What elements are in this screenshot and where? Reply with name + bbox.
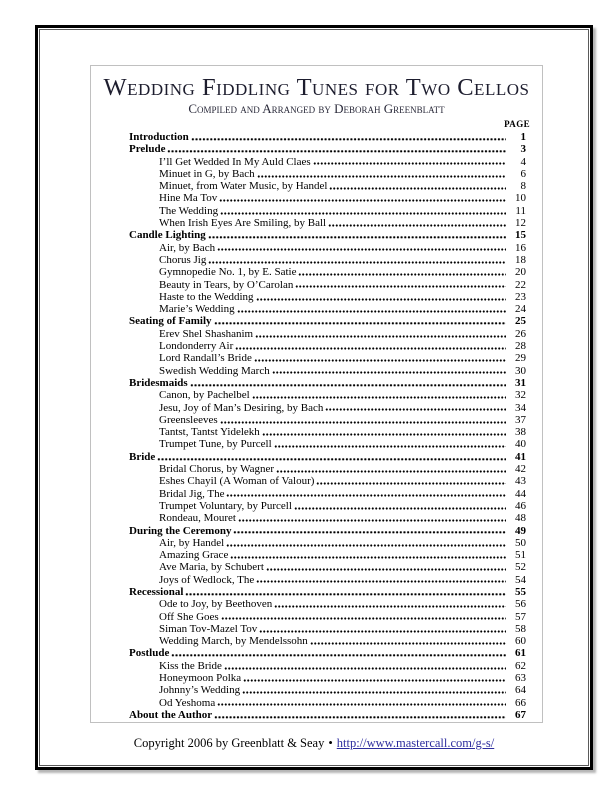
dot-leader: [256, 298, 506, 301]
toc-entry-page-number: 49: [515, 524, 526, 537]
toc-entry-page-number: 46: [515, 499, 526, 512]
toc-item-row: [129, 512, 526, 524]
toc-entry-page-number: 6: [520, 167, 526, 180]
toc-item-row: [129, 291, 526, 303]
footer: [35, 736, 593, 751]
dot-leader: [274, 605, 506, 608]
dot-leader: [310, 642, 506, 645]
toc-entry-label: Marie’s Wedding: [159, 303, 235, 316]
dot-leader: [238, 519, 506, 522]
toc-entry-label: Tantst, Tantst Yidelekh: [159, 426, 260, 439]
toc-entry-label: Kiss the Bride: [159, 659, 222, 672]
toc-entry-label: Jesu, Joy of Man’s Desiring, by Bach: [159, 401, 324, 414]
toc-entry-page-number: 28: [515, 340, 526, 353]
toc-entry-page-number: 44: [515, 487, 526, 500]
toc-entry-page-number: 42: [515, 463, 526, 476]
toc-entry-label: Candle Lighting: [129, 229, 206, 242]
toc-item-row: [129, 254, 526, 266]
toc-entry-label: Introduction: [129, 131, 189, 143]
dot-leader: [328, 224, 506, 227]
toc-item-row: [129, 414, 526, 426]
toc-entry-label: Ode to Joy, by Beethoven: [159, 598, 273, 611]
page-subtitle: Compiled and Arranged by Deborah Greenblatt: [188, 101, 445, 116]
website-link[interactable]: http://www.mastercall.com/g-s/: [336, 736, 495, 750]
toc-entry-page-number: 38: [515, 426, 526, 439]
dot-leader: [226, 494, 506, 497]
toc-entry-page-number: 25: [515, 315, 526, 328]
toc-entry-label: Off She Goes: [159, 610, 219, 623]
toc-entry-page-number: 56: [515, 598, 526, 611]
toc-entry-label: Chorus Jig: [159, 253, 207, 266]
toc-entry-label: Johnny’s Wedding: [159, 684, 241, 697]
toc-item-row: [129, 340, 526, 352]
toc-entry-label: Canon, by Pachelbel: [159, 389, 250, 402]
dot-leader: [243, 679, 506, 682]
toc-item-row: [129, 684, 526, 696]
toc-entry-page-number: 12: [515, 217, 526, 230]
toc-section-row: [129, 143, 526, 155]
toc-entry-label: Bride: [129, 450, 156, 463]
dot-leader: [190, 384, 506, 387]
dot-leader: [266, 568, 506, 571]
toc-entry-page-number: 8: [520, 180, 526, 193]
toc-section-row: [129, 315, 526, 327]
dot-leader: [191, 138, 506, 141]
toc-entry-page-number: 20: [515, 266, 526, 279]
toc-entry-page-number: 41: [515, 450, 526, 463]
toc-entry-label: Air, by Bach: [159, 241, 216, 254]
toc-section-row: [129, 451, 526, 463]
toc-entry-page-number: 54: [515, 573, 526, 586]
toc-entry-label: Postlude: [129, 647, 170, 660]
dot-leader: [167, 150, 506, 153]
toc-entry-label: Minuet in G, by Bach: [159, 167, 255, 180]
toc-entry-page-number: 51: [515, 549, 526, 562]
toc-item-row: [129, 279, 526, 291]
dot-leader: [254, 359, 506, 362]
toc-entry-page-number: 32: [515, 389, 526, 402]
toc-item-row: [129, 266, 526, 278]
toc-item-row: [129, 180, 526, 192]
toc-entry-page-number: 31: [515, 376, 526, 389]
dot-leader: [242, 691, 506, 694]
toc-item-row: [129, 549, 526, 561]
toc-item-row: [129, 635, 526, 647]
dot-leader: [217, 248, 506, 251]
toc-entry-page-number: 52: [515, 561, 526, 574]
toc-entry-label: Od Yeshoma: [159, 696, 216, 709]
toc-item-row: [129, 192, 526, 204]
toc-entry-label: Lord Randall’s Bride: [159, 352, 252, 365]
toc-entry-label: Erev Shel Shashanim: [159, 327, 254, 340]
toc-entry-label: The Wedding: [159, 204, 219, 217]
dot-leader: [235, 347, 506, 350]
toc-entry-page-number: 63: [515, 672, 526, 685]
toc-item-row: [129, 328, 526, 340]
toc-entry-label: When Irish Eyes Are Smiling, by Ball: [159, 217, 327, 230]
toc-item-row: [129, 426, 526, 438]
dot-leader: [220, 212, 506, 215]
toc-item-row: [129, 156, 526, 168]
toc-entry-page-number: 26: [515, 327, 526, 340]
toc-entry-label: Londonderry Air: [159, 340, 234, 353]
dot-leader: [256, 580, 506, 583]
toc-entry-page-number: 40: [515, 438, 526, 451]
toc-entry-page-number: 10: [515, 192, 526, 205]
toc-entry-page-number: 64: [515, 684, 526, 697]
toc-item-row: [129, 475, 526, 487]
toc-entry-page-number: 60: [515, 635, 526, 648]
toc-entry-label: Minuet, from Water Music, by Handel: [159, 180, 328, 193]
toc-entry-label: Recessional: [129, 585, 184, 598]
dot-leader: [214, 322, 507, 325]
dot-leader: [217, 703, 506, 706]
dot-leader: [252, 396, 506, 399]
toc-item-row: [129, 205, 526, 217]
toc-entry-label: Trumpet Voluntary, by Purcell: [159, 499, 292, 512]
copyright-text: Copyright 2006 by Greenblatt & Seay: [133, 736, 325, 750]
toc-item-row: [129, 168, 526, 180]
toc-entry-label: Air, by Handel: [159, 536, 225, 549]
dot-leader: [262, 433, 506, 436]
toc-entry-page-number: 43: [515, 475, 526, 488]
dot-leader: [329, 187, 506, 190]
toc-item-row: [129, 660, 526, 672]
toc-item-row: [129, 672, 526, 684]
toc-entry-label: About the Author: [129, 708, 213, 721]
dot-leader: [259, 630, 506, 633]
toc-entry-page-number: 48: [515, 512, 526, 525]
toc-entry-page-number: 4: [520, 155, 526, 168]
dot-leader: [316, 482, 506, 485]
dot-leader: [272, 371, 506, 374]
toc-entry-page-number: 30: [515, 364, 526, 377]
toc-entry-label: Eshes Chayil (A Woman of Valour): [159, 475, 315, 488]
toc-item-row: [129, 242, 526, 254]
dot-leader: [276, 470, 506, 473]
toc-entry-page-number: 22: [515, 278, 526, 291]
toc-item-row: [129, 303, 526, 315]
toc-item-row: [129, 611, 526, 623]
dot-leader: [295, 285, 506, 288]
toc-entry-page-number: 37: [515, 413, 526, 426]
toc-entry-page-number: 24: [515, 303, 526, 316]
dot-leader: [230, 556, 506, 559]
toc-item-row: [129, 623, 526, 635]
dot-leader: [208, 261, 506, 264]
toc-entry-page-number: 34: [515, 401, 526, 414]
toc-entry-label: During the Ceremony: [129, 524, 232, 537]
toc-entry-label: Swedish Wedding March: [159, 364, 270, 377]
toc-section-row: [129, 525, 526, 537]
toc-entry-page-number: 15: [515, 229, 526, 242]
dot-leader: [220, 421, 506, 424]
dot-leader: [185, 593, 506, 596]
toc-entry-page-number: 3: [520, 143, 526, 156]
toc-entry-page-number: 67: [515, 708, 526, 721]
toc-entry-page-number: 1: [520, 131, 526, 143]
toc-section-row: [129, 647, 526, 659]
toc-entry-label: Beauty in Tears, by O’Carolan: [159, 278, 294, 291]
toc-item-row: [129, 217, 526, 229]
toc-entry-label: Siman Tov-Mazel Tov: [159, 622, 258, 635]
toc-item-row: [129, 697, 526, 709]
toc-entry-page-number: 57: [515, 610, 526, 623]
dot-leader: [157, 458, 506, 461]
dot-leader: [219, 199, 506, 202]
toc-entry-page-number: 58: [515, 622, 526, 635]
toc-entry-label: Trumpet Tune, by Purcell: [159, 438, 272, 451]
toc-entry-page-number: 66: [515, 696, 526, 709]
toc-entry-label: Greensleeves: [159, 413, 218, 426]
dot-leader: [208, 236, 506, 239]
dot-leader: [171, 654, 506, 657]
toc-section-row: [129, 229, 526, 241]
toc-entry-label: Hine Ma Tov: [159, 192, 218, 205]
toc-entry-label: Haste to the Wedding: [159, 290, 254, 303]
toc-entry-page-number: 11: [515, 204, 526, 217]
toc-section-row: [129, 131, 526, 143]
dot-leader: [237, 310, 506, 313]
toc-item-row: [129, 488, 526, 500]
toc-entry-label: Amazing Grace: [159, 549, 229, 562]
toc-entry-page-number: 18: [515, 253, 526, 266]
dot-leader: [325, 408, 506, 411]
toc-entry-label: Honeymoon Polka: [159, 672, 242, 685]
toc-entry-page-number: 16: [515, 241, 526, 254]
toc-item-row: [129, 500, 526, 512]
toc-entry-page-number: 62: [515, 659, 526, 672]
dot-leader: [257, 175, 506, 178]
toc-entry-label: Rondeau, Mouret: [159, 512, 236, 525]
toc-entry-label: Seating of Family: [129, 315, 212, 328]
table-of-contents: [91, 130, 542, 721]
toc-item-row: [129, 438, 526, 450]
dot-leader: [274, 445, 506, 448]
toc-entry-page-number: 29: [515, 352, 526, 365]
bullet-separator: •: [328, 736, 333, 750]
toc-content-box: [90, 65, 543, 723]
toc-item-row: [129, 463, 526, 475]
toc-item-row: [129, 561, 526, 573]
toc-entry-page-number: 61: [515, 647, 526, 660]
dot-leader: [226, 544, 506, 547]
toc-item-row: [129, 537, 526, 549]
toc-item-row: [129, 389, 526, 401]
toc-entry-label: I’ll Get Wedded In My Auld Claes: [159, 155, 311, 168]
page-title: Wedding Fiddling Tunes for Two Cellos: [103, 74, 530, 101]
dot-leader: [233, 531, 506, 534]
dot-leader: [255, 335, 506, 338]
dot-leader: [214, 716, 506, 719]
toc-item-row: [129, 352, 526, 364]
dot-leader: [294, 507, 506, 510]
toc-entry-page-number: 55: [515, 585, 526, 598]
toc-item-row: [129, 574, 526, 586]
toc-entry-label: Joys of Wedlock, The: [159, 573, 255, 586]
toc-item-row: [129, 365, 526, 377]
page-column-label: PAGE: [504, 119, 530, 129]
toc-entry-label: Bridesmaids: [129, 376, 188, 389]
toc-entry-page-number: 50: [515, 536, 526, 549]
toc-section-row: [129, 709, 526, 721]
toc-entry-page-number: 23: [515, 290, 526, 303]
dot-leader: [313, 162, 506, 165]
dot-leader: [224, 667, 506, 670]
toc-entry-label: Ave Maria, by Schubert: [159, 561, 264, 574]
toc-entry-label: Prelude: [129, 143, 166, 156]
toc-entry-label: Bridal Jig, The: [159, 487, 225, 500]
dot-leader: [221, 617, 506, 620]
toc-entry-label: Wedding March, by Mendelssohn: [159, 635, 308, 648]
toc-entry-label: Bridal Chorus, by Wagner: [159, 463, 275, 476]
toc-section-row: [129, 377, 526, 389]
toc-entry-label: Gymnopedie No. 1, by E. Satie: [159, 266, 297, 279]
toc-item-row: [129, 598, 526, 610]
dot-leader: [298, 273, 506, 276]
toc-section-row: [129, 586, 526, 598]
toc-item-row: [129, 402, 526, 414]
